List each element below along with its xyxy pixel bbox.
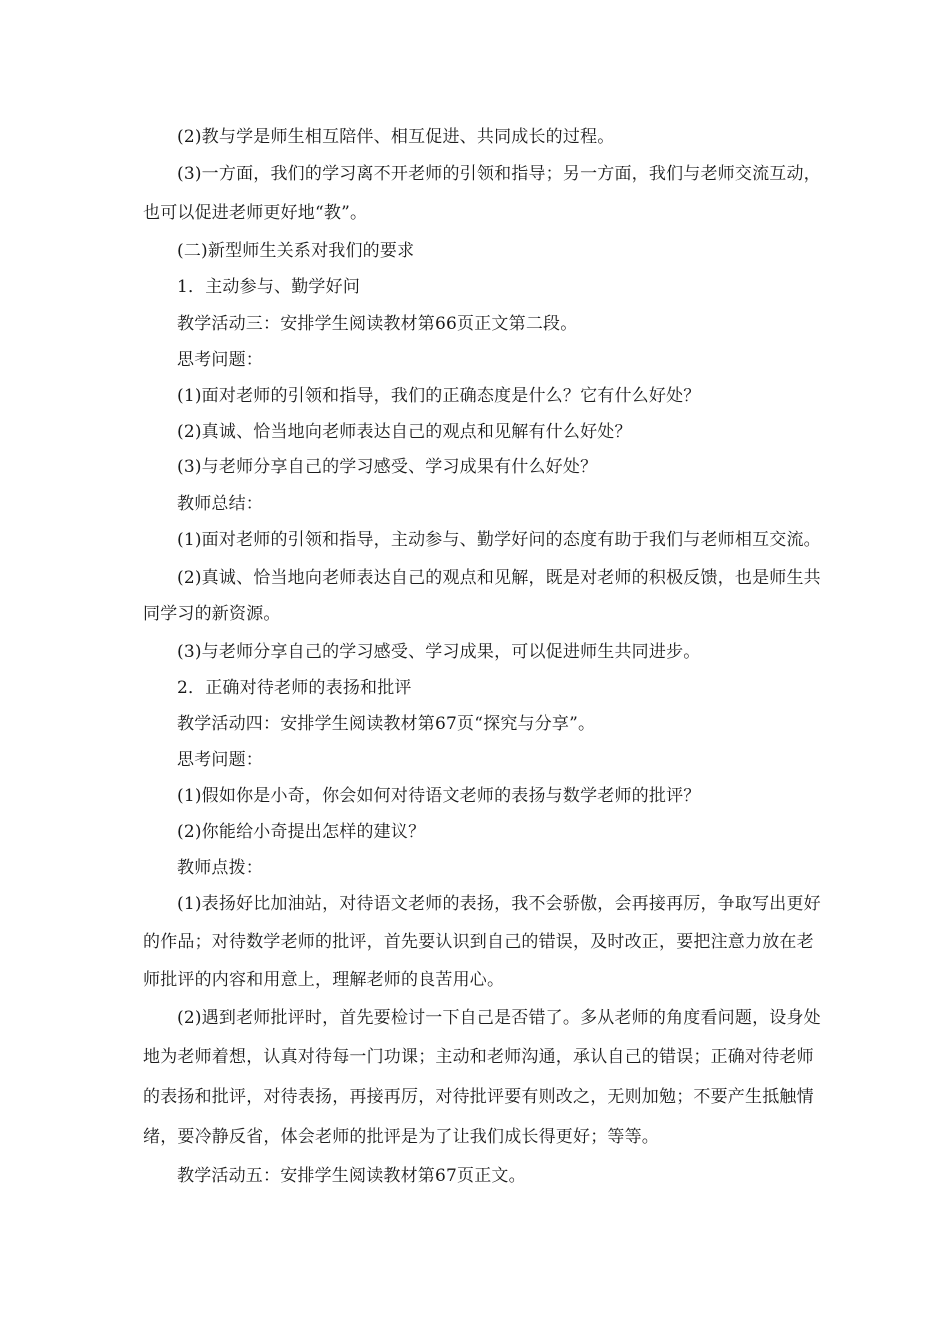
paragraph-line: (3)与老师分享自己的学习感受、学习成果，可以促进师生共同进步。 <box>177 642 701 662</box>
paragraph-line: 绪，要冷静反省，体会老师的批评是为了让我们成长得更好；等等。 <box>143 1127 659 1147</box>
paragraph-line: 的作品；对待数学老师的批评，首先要认识到自己的错误，及时改正，要把注意力放在老 <box>143 932 814 952</box>
paragraph-line: 教学活动五：安排学生阅读教材第67页正文。 <box>177 1166 526 1186</box>
paragraph-line: (1)面对老师的引领和指导，我们的正确态度是什么？它有什么好处？ <box>177 386 701 406</box>
paragraph-line: 师批评的内容和用意上，理解老师的良苦用心。 <box>143 970 505 990</box>
paragraph-line: 同学习的新资源。 <box>143 604 281 624</box>
paragraph-line: (1)表扬好比加油站，对待语文老师的表扬，我不会骄傲，会再接再厉，争取写出更好 <box>177 894 821 914</box>
paragraph-line: (2)你能给小奇提出怎样的建议？ <box>177 822 426 842</box>
paragraph-line: 地为老师着想，认真对待每一门功课；主动和老师沟通，承认自己的错误；正确对待老师 <box>143 1047 814 1067</box>
paragraph-line: 的表扬和批评，对待表扬，再接再厉，对待批评要有则改之，无则加勉；不要产生抵触情 <box>143 1087 814 1107</box>
paragraph-line: (2)遇到老师批评时，首先要检讨一下自己是否错了。多从老师的角度看问题，设身处 <box>177 1008 821 1028</box>
paragraph-line: (2)真诚、恰当地向老师表达自己的观点和见解，既是对老师的积极反馈，也是师生共 <box>177 568 821 588</box>
paragraph-line: 教学活动四：安排学生阅读教材第67页“探究与分享”。 <box>177 714 596 734</box>
subsection-heading: 1．主动参与、勤学好问 <box>177 277 361 297</box>
paragraph-line: 教师点拨： <box>177 858 263 878</box>
paragraph-line: 教学活动三：安排学生阅读教材第66页正文第二段。 <box>177 314 578 334</box>
paragraph-line: (3)与老师分享自己的学习感受、学习成果有什么好处？ <box>177 457 598 477</box>
paragraph-line: (2)真诚、恰当地向老师表达自己的观点和见解有什么好处？ <box>177 422 632 442</box>
paragraph-line: (1)假如你是小奇，你会如何对待语文老师的表扬与数学老师的批评？ <box>177 786 701 806</box>
paragraph-line: (3)一方面，我们的学习离不开老师的引领和指导；另一方面，我们与老师交流互动， <box>177 164 821 184</box>
paragraph-line: 也可以促进老师更好地“教”。 <box>143 203 368 223</box>
paragraph-line: (1)面对老师的引领和指导，主动参与、勤学好问的态度有助于我们与老师相互交流。 <box>177 530 821 550</box>
paragraph-line: 思考问题： <box>177 350 263 370</box>
paragraph-line: 教师总结： <box>177 494 263 514</box>
paragraph-line: 思考问题： <box>177 750 263 770</box>
section-heading: (二)新型师生关系对我们的要求 <box>177 241 415 261</box>
subsection-heading: 2．正确对待老师的表扬和批评 <box>177 678 412 698</box>
paragraph-line: (2)教与学是师生相互陪伴、相互促进、共同成长的过程。 <box>177 127 615 147</box>
